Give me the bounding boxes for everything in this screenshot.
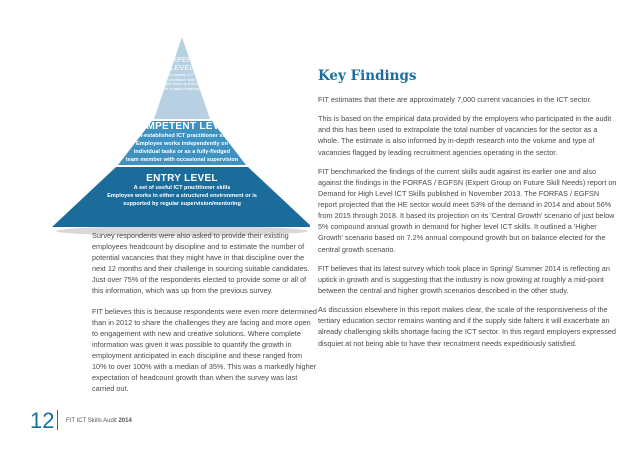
findings-paragraph-3: FIT benchmarked the findings of the current skills audit against its earlier one and also against the findings in the FORFAS / EGFSN (Expert Group on Future Skill Needs) report on Demand for High Level ICT Skills published in November 2013. The FORFAS / EGFSN report projected that the HE sector would meet 53% of the demand in 2014 and about 56% from 2015 through 2018. It based its projection on its 'Central Growth' scenario of just below 5% compound annual growth in demand for higher level ICT skills. It outlined a 'Higher Growth' scenario based on 7.2% annual compound growth but on balance elected for the central growth scenario. bbox=[318, 166, 617, 254]
expert-desc-3: Employee works on a technology bbox=[155, 82, 209, 87]
competent-desc-4: team member with occasional supervision bbox=[125, 157, 239, 163]
page-number: 12 bbox=[30, 408, 55, 433]
footer-year: 2014 bbox=[118, 418, 132, 424]
expert-title-2: LEVEL bbox=[170, 65, 194, 72]
competent-desc-2: Employee works independently on bbox=[135, 141, 228, 147]
competent-level-label bbox=[90, 121, 274, 164]
left-paragraph-2: FIT believes this is because respondents were even more determined than in 2012 to share the challenges they are facing and more open to engagement with new and creative solutions. Where complete information was given it was possible to quantify the growth in employment anticipated in each discipline and these ranged from 10% to over 100% with a median of 35%. This was a markedly higher expectation of headcount growth than when the survey was last carried out. bbox=[92, 306, 317, 394]
findings-paragraph-2: This is based on the empirical data provided by the employers who participated in the audit and this has been used to extrapolate the total number of vacancies for the sector as a whole. The estimate is also informed by in-depth research into the volume and type of vacancies flagged by leading recruitment agencies operating in the sector. bbox=[318, 114, 612, 157]
competent-title: COMPETENT LEVEL bbox=[130, 121, 234, 132]
competent-desc-1: Well-established ICT practitioner skills bbox=[130, 133, 234, 139]
left-paragraph-1: Survey respondents were also asked to provide their existing employees headcount by discipline and to estimate the number of potential vacancies that they might have in that discipline over the next 12 months and their challenge in sourcing suitable candidates. Just over 75% of the respondents elected to provide some or all of this information, which was up from the previous survey. bbox=[92, 231, 310, 296]
expert-desc-2: practitioner skills bbox=[168, 77, 196, 82]
expert-desc-4: expert or leads a team project bbox=[158, 86, 206, 91]
expert-level-label bbox=[135, 57, 229, 91]
competent-desc-3: individual tasks or as a fully-fledged bbox=[133, 149, 231, 155]
footer-publication-title: FIT ICT Skills Audit bbox=[66, 418, 117, 424]
key-findings-section bbox=[318, 68, 618, 357]
findings-paragraph-4: FIT believes that its latest survey which took place in Spring/ Summer 2014 is reflecting an uptick in growth and is suggesting that the industry is now growing at roughly a mid-point between the central and higher growth scenarios described in the other study. bbox=[318, 263, 610, 295]
entry-desc-2: Employee works in either a structured environment or is bbox=[107, 193, 257, 199]
expert-title-1: EXPERT bbox=[167, 57, 197, 64]
entry-desc-3: supported by regular supervision/mentoring bbox=[123, 201, 241, 207]
page-number-divider bbox=[57, 410, 58, 430]
left-column bbox=[92, 230, 318, 403]
entry-title: ENTRY LEVEL bbox=[146, 173, 218, 184]
entry-level-label bbox=[60, 173, 304, 208]
skills-pyramid bbox=[50, 27, 310, 237]
footer-publication bbox=[66, 418, 132, 424]
findings-paragraph-5: As discussion elsewhere in this report makes clear, the scale of the responsiveness of the tertiary education sector remains wanting and if the supply side falters it will exacerbate an already challenging skills shortage facing the ICT sector. In this regard employers expressed disquiet at not being able to have their recruitment needs expeditiously satisfied. bbox=[318, 305, 616, 348]
expert-desc-1: A mastery of IT bbox=[169, 73, 195, 77]
findings-paragraph-1: FIT estimates that there are approximately 7,000 current vacancies in the ICT sector. bbox=[318, 95, 592, 104]
key-findings-heading: Key Findings bbox=[318, 68, 417, 84]
entry-desc-1: A set of useful ICT practitioner skills bbox=[133, 185, 231, 191]
